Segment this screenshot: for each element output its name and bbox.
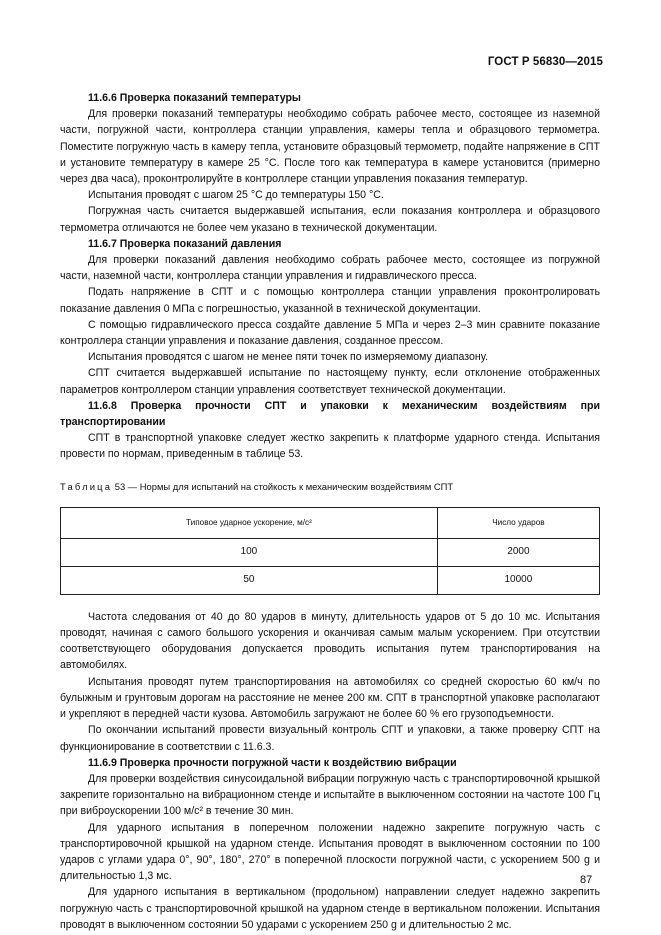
section-title-11-6-8: 11.6.8 Проверка прочности СПТ и упаковки к механическим воздействиям при транспортировании [60,399,600,429]
table-cell: 50 [61,566,438,594]
paragraph: Частота следования от 40 до 80 ударов в минуту, длительность ударов от 5 до 10 мс. Испытания проводят, начиная с самого большого ускорения и оканчивая самым малым ускорением. При отсутствии соответствующего оборудования допускается проводить испытания путем транспортирования на автомобилях. [60,610,600,672]
table-caption-label: Таблица [60,480,113,492]
page-content [60,90,600,933]
paragraph: Для проверки показаний давления необходимо собрать рабочее место, состоящее из погружной части, наземной части, контроллера станции управления и гидравлического пресса. [60,254,600,283]
table-header-row [61,507,600,538]
table-cell: 2000 [437,538,599,566]
section-title-11-6-7: 11.6.7 Проверка показаний давления [88,237,282,250]
page-number: 87 [580,874,593,886]
column-header-impacts: Число ударов [437,507,599,538]
norms-table [60,507,600,595]
table-row [61,538,600,566]
paragraph: С помощью гидравлического пресса создайте давление 5 МПа и через 2–3 мин сравните показание контроллера станции управления и показание давления, созданное прессом. [60,318,600,348]
paragraph: СПТ в транспортной упаковке следует жестко закрепить к платформе ударного стенда. Испытания провести по нормам, приведенным в таблице 53. [60,432,600,461]
paragraph: СПТ считается выдержавшей испытание по настоящему пункту, если отклонение отображенных параметров контроллером станции управления соответствует технической документации. [60,367,600,396]
table-cell: 10000 [437,566,599,594]
paragraph: Для ударного испытания в поперечном положении надежно закрепите погружную часть с транспортировочной крышкой на ударном стенде. Испытания проводят в выключенном состоянии по 100 ударов с углами удара 0°, 90°, 180°, 270° в поперечной плоскости погружной части, с ускорением 500 g и длительностью 1,3 мс. [60,821,600,883]
paragraph: Погружная часть считается выдержавшей испытания, если показания контроллера и образцового термометра отличаются не более чем указано в технической документации. [60,205,600,234]
table-cell: 100 [61,538,438,566]
paragraph: Испытания проводят с шагом 25 °С до температуры 150 °С. [88,189,384,202]
document-number: ГОСТ Р 56830—2015 [487,56,603,68]
section-title-11-6-9: 11.6.9 Проверка прочности погружной части к воздействию вибрации [88,756,457,769]
paragraph: Испытания проводят путем транспортирования на автомобилях со средней скоростью 60 км/ч по булыжным и грунтовым дорогам на расстояние не менее 200 км. СПТ в транспортной упаковке располагают и укрепляют в передней части кузова. Автомобиль загружают не более 60 % его грузоподъемности. [60,675,600,721]
paragraph: Подать напряжение в СПТ и с помощью контроллера станции управления проконтролировать показание давления 0 МПа с погрешностью, указанной в технической документации. [60,286,600,315]
section-title-11-6-6: 11.6.6 Проверка показаний температуры [88,92,301,104]
table-caption [60,479,600,495]
column-header-acceleration: Типовое ударное ускорение, м/с² [61,507,438,538]
paragraph: Для проверки показаний температуры необходимо собрать рабочее место, состоящее из наземной части, погружной части, контроллера станции управления, камеры тепла и образцового термометра. Поместите погружную часть в камеру тепла, установите образцовый термометр, подайте напряжение в СПТ и установите температуру в камере 25 °С. После того как температура в камере установится (примерно через два часа), проконтролируйте в контроллере станции управления показания температур. [60,108,600,186]
paragraph: Для проверки воздействия синусоидальной вибрации погружную часть с транспортировочной крышкой закрепите горизонтально на вибрационном стенде и испытайте в выключенном состоянии на частоте 100 Гц при виброускорении 100 м/с² в течение 30 мин. [60,772,600,818]
table-caption-text: 53 — Нормы для испытаний на стойкость к механическим воздействиям СПТ [112,480,454,492]
table-row [61,566,600,594]
paragraph: Испытания проводятся с шагом не менее пяти точек по измеряемому диапазону. [88,351,488,364]
paragraph: По окончании испытаний провести визуальный контроль СПТ и упаковки, а также проверку СПТ на функционирование в соответствии с 11.6.3. [60,724,600,753]
paragraph: Для ударного испытания в вертикальном (продольном) направлении следует надежно закрепить погружную часть с транспортировочной крышкой на ударном стенде в вертикальном положении. Испытания проводят в выключенном состоянии 50 ударами с ускорением 250 g и длительностью 2 мс. [60,886,600,931]
